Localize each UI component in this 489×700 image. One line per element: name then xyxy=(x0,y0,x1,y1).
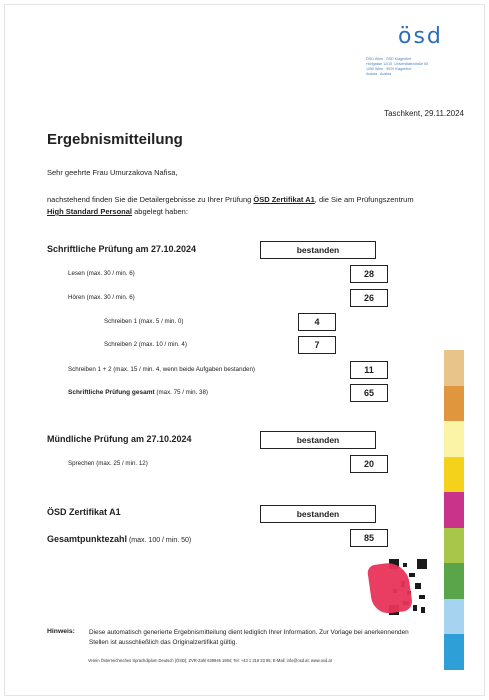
written-total-label xyxy=(68,389,208,396)
footer-contact: Verein Österreichisches Sprachdiplom Deutsch (ÖSD); ZVR-Zahl 639945 1984; Tel: +43 1 319 33 95; E-Mail: info@osd.at; www.osd.at xyxy=(88,658,332,663)
schreiben2-label: Schreiben 2 (max. 10 / min. 4) xyxy=(104,341,187,348)
written-total-score: 65 xyxy=(350,384,388,402)
salutation: Sehr geehrte Frau Umurzakova Nafisa, xyxy=(47,168,178,177)
notice-text: Diese automatisch generierte Ergebnismitteilung dient lediglich Ihrer Information. Zur Vorlage bei anerkennenden Stellen ist ausschließlich das Originalzertifikat gültig. xyxy=(89,629,409,646)
sprechen-label: Sprechen (max. 25 / min. 12) xyxy=(68,460,148,467)
intro-text-1: nachstehend finden Sie die Detailergebnisse zu Ihrer Prüfung xyxy=(47,195,254,204)
stripe-light-blue xyxy=(444,599,464,635)
stripe-beige xyxy=(444,350,464,386)
total-points-score: 85 xyxy=(350,529,388,547)
color-stripe-bar xyxy=(444,350,464,670)
schreiben12-score: 11 xyxy=(350,361,388,379)
schreiben12-label: Schreiben 1 + 2 (max. 15 / min. 4, wenn beide Aufgaben bestanden) xyxy=(68,366,255,373)
stripe-light-yellow xyxy=(444,421,464,457)
lesen-label: Lesen (max. 30 / min. 6) xyxy=(68,270,135,277)
stripe-blue xyxy=(444,634,464,670)
notice-label: Hinweis: xyxy=(47,628,75,635)
intro-center-name: High Standard Personal xyxy=(47,207,133,216)
stripe-magenta xyxy=(444,492,464,528)
logo-address: ÖSD Wien ÖSD Klagenfurt Hörlgasse 12/15 Universitätsstraße 65 1090 Wien 9020 Klagenfurt Austria Austria xyxy=(366,57,429,76)
written-status-box: bestanden xyxy=(260,241,376,259)
stripe-yellow xyxy=(444,457,464,493)
final-status-box: bestanden xyxy=(260,505,376,523)
total-points-label-bold: Gesamtpunktezahl xyxy=(47,534,128,544)
lesen-score: 28 xyxy=(350,265,388,283)
schreiben1-score: 4 xyxy=(298,313,336,331)
place-date: Taschkent, 29.11.2024 xyxy=(384,109,464,118)
osd-logo xyxy=(366,24,461,94)
hoeren-score: 26 xyxy=(350,289,388,307)
total-points-label xyxy=(47,534,191,544)
stripe-orange xyxy=(444,386,464,422)
intro-paragraph xyxy=(47,194,417,218)
certificate-heading: ÖSD Zertifikat A1 xyxy=(47,507,121,517)
intro-exam-name: ÖSD Zertifikat A1 xyxy=(253,195,315,204)
sprechen-score: 20 xyxy=(350,455,388,473)
page-title: Ergebnismitteilung xyxy=(47,131,183,148)
oral-exam-heading: Mündliche Prüfung am 27.10.2024 xyxy=(47,434,192,444)
total-points-range: (max. 100 / min. 50) xyxy=(127,537,192,544)
written-total-range: (max. 75 / min. 38) xyxy=(154,389,208,396)
stripe-green xyxy=(444,563,464,599)
intro-text-3: abgelegt haben: xyxy=(132,207,188,216)
stripe-light-green xyxy=(444,528,464,564)
logo-wordmark: ösd xyxy=(398,24,443,49)
oral-status-box: bestanden xyxy=(260,431,376,449)
intro-text-2: , die Sie am Prüfungszentrum xyxy=(314,195,414,204)
hoeren-label: Hören (max. 30 / min. 6) xyxy=(68,294,135,301)
written-exam-heading: Schriftliche Prüfung am 27.10.2024 xyxy=(47,244,197,254)
schreiben1-label: Schreiben 1 (max. 5 / min. 0) xyxy=(104,318,184,325)
schreiben2-score: 7 xyxy=(298,336,336,354)
written-total-label-bold: Schriftliche Prüfung gesamt xyxy=(68,389,155,396)
